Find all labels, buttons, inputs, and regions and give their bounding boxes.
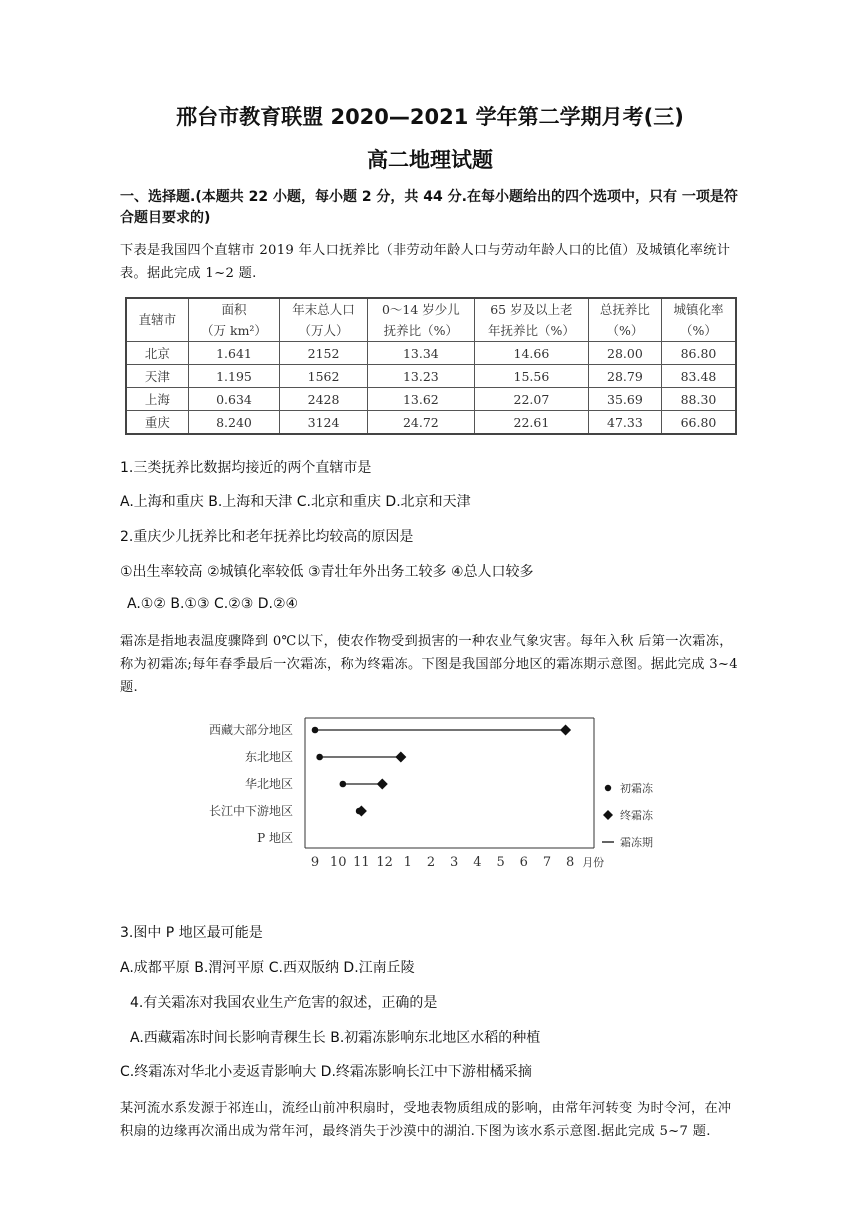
table-row <box>126 342 736 365</box>
table-cell: 88.30 <box>661 388 736 411</box>
chart-tick-label: 3 <box>450 855 459 870</box>
table-header-row <box>126 320 736 342</box>
chart-tick-label: 11 <box>353 855 370 870</box>
last-frost-point <box>356 806 367 817</box>
passage-3: 某河流水系发源于祁连山，流经山前冲积扇时，受地表物质组成的影响，由常年河转变 为时令河，在冲积扇的边缘再次涌出成为常年河，最终消失于沙漠中的湖泊.下图为该水系示意图.据此完成 5~7 题. <box>120 1101 732 1139</box>
question-4-stem: 4.有关霜冻对我国农业生产危害的叙述，正确的是 <box>130 995 438 1011</box>
table-cell: 14.66 <box>474 342 588 365</box>
legend-first-frost: 初霜冻 <box>620 782 653 795</box>
table-cell: 重庆 <box>126 411 188 435</box>
table-cell: 0.634 <box>188 388 280 411</box>
table-cell: 47.33 <box>588 411 661 435</box>
table-header-cell: 直辖市 <box>126 298 188 342</box>
chart-axes <box>305 718 594 848</box>
table-header-cell: 总抚养比 <box>588 298 661 320</box>
page-subtitle: 高二地理试题 <box>367 148 493 172</box>
question-2-options: A.①② B.①③ C.②③ D.②④ <box>127 596 299 612</box>
table-cell: 3124 <box>280 411 368 435</box>
chart-ticks <box>311 855 604 870</box>
chart-x-unit: 月份 <box>582 856 605 869</box>
table-cell: 28.00 <box>588 342 661 365</box>
table-header-cell: （万人） <box>280 320 368 342</box>
table-cell: 8.240 <box>188 411 280 435</box>
question-2-stem: 2.重庆少儿抚养比和老年抚养比均较高的原因是 <box>120 529 414 545</box>
section-heading: 一、选择题.(本题共 22 小题，每小题 2 分，共 44 分.在每小题给出的四个选项中，只有 一项是符合题目要求的) <box>120 189 738 226</box>
chart-marks <box>312 725 571 817</box>
passage-2: 霜冻是指地表温度骤降到 0℃以下，使农作物受到损害的一种农业气象灾害。每年入秋 后第一次霜冻，称为初霜冻;每年春季最后一次霜冻，称为终霜冻。下图是我国部分地区的霜冻期示意图。据此完成 3~4 题. <box>120 634 738 695</box>
table-header-row <box>126 298 736 320</box>
table-header-cell: 抚养比（%） <box>367 320 474 342</box>
question-4-options-cd: C.终霜冻对华北小麦返青影响大 D.终霜冻影响长江中下游柑橘采摘 <box>120 1064 532 1080</box>
table-header-cell: （%） <box>661 320 736 342</box>
table-cell: 上海 <box>126 388 188 411</box>
chart-category-label: 西藏大部分地区 <box>208 723 293 737</box>
chart-categories <box>209 722 293 845</box>
table-cell: 天津 <box>126 365 188 388</box>
legend-last-frost: 终霜冻 <box>620 809 653 822</box>
chart-tick-label: 2 <box>426 855 436 870</box>
chart-category-label: P 地区 <box>257 831 293 845</box>
last-frost-point <box>395 752 406 763</box>
chart-tick-label: 7 <box>542 855 552 870</box>
passage-1: 下表是我国四个直辖市 2019 年人口抚养比（非劳动年龄人口与劳动年龄人口的比值）及城镇化率统计表。据此完成 1~2 题. <box>120 243 731 281</box>
table-cell: 15.56 <box>474 365 588 388</box>
table-cell: 83.48 <box>661 365 736 388</box>
table-cell: 28.79 <box>588 365 661 388</box>
table-cell: 2152 <box>280 342 368 365</box>
table-header-cell: 年抚养比（%） <box>474 320 588 342</box>
question-3-stem: 3.图中 P 地区最可能是 <box>120 925 263 941</box>
table-cell: 66.80 <box>661 411 736 435</box>
question-3-options: A.成都平原 B.渭河平原 C.西双版纳 D.江南丘陵 <box>120 960 415 976</box>
table-cell: 13.23 <box>367 365 474 388</box>
first-frost-point <box>340 781 347 788</box>
chart-category-label: 长江中下游地区 <box>208 804 293 818</box>
table-cell: 24.72 <box>367 411 474 435</box>
question-1-stem: 1.三类抚养比数据均接近的两个直辖市是 <box>120 460 372 476</box>
table-cell: 13.62 <box>367 388 474 411</box>
table-cell: 22.61 <box>474 411 588 435</box>
chart-tick-label: 6 <box>519 855 528 870</box>
table-cell: 1562 <box>280 365 368 388</box>
chart-tick-label: 8 <box>566 855 575 870</box>
legend-dot-icon <box>605 785 611 791</box>
question-2-items: ①出生率较高 ②城镇化率较低 ③青壮年外出务工较多 ④总人口较多 <box>120 564 534 580</box>
first-frost-point <box>312 727 319 734</box>
table-header-cell: 0～14 岁少儿 <box>367 298 474 320</box>
table-cell: 22.07 <box>474 388 588 411</box>
legend-diamond-icon <box>603 810 613 820</box>
chart-category-label: 东北地区 <box>244 750 293 764</box>
chart-tick-label: 5 <box>496 855 505 870</box>
table-row <box>126 411 736 435</box>
chart-tick-label: 12 <box>376 855 393 870</box>
table-cell: 35.69 <box>588 388 661 411</box>
last-frost-point <box>560 725 571 736</box>
table-cell: 北京 <box>126 342 188 365</box>
chart-tick-label: 4 <box>473 855 482 870</box>
chart-tick-label: 9 <box>310 855 320 870</box>
table-header-cell: 65 岁及以上老 <box>474 298 588 320</box>
frost-chart <box>190 710 670 875</box>
table-header-cell: 面积 <box>188 298 280 320</box>
data-table <box>125 297 737 435</box>
table-cell: 86.80 <box>661 342 736 365</box>
table-header-cell: （万 km²） <box>188 320 280 342</box>
chart-tick-label: 10 <box>329 855 347 870</box>
chart-legend <box>602 781 654 849</box>
legend-frost-period: 霜冻期 <box>620 836 653 849</box>
table-cell: 1.195 <box>188 365 280 388</box>
last-frost-point <box>377 779 388 790</box>
question-4-options-ab: A.西藏霜冻时间长影响青稞生长 B.初霜冻影响东北地区水稻的种植 <box>130 1030 541 1046</box>
page-title: 邢台市教育联盟 2020—2021 学年第二学期月考(三) <box>176 105 684 129</box>
table-header-cell: 年末总人口 <box>280 298 368 320</box>
table-row <box>126 388 736 411</box>
table-cell: 2428 <box>280 388 368 411</box>
table-header-cell: 城镇化率 <box>661 298 736 320</box>
question-1-options: A.上海和重庆 B.上海和天津 C.北京和重庆 D.北京和天津 <box>120 494 471 510</box>
chart-category-label: 华北地区 <box>244 777 293 791</box>
table-cell: 13.34 <box>367 342 474 365</box>
table-row <box>126 365 736 388</box>
first-frost-point <box>316 754 323 761</box>
table-header-cell: （%） <box>588 320 661 342</box>
table-cell: 1.641 <box>188 342 280 365</box>
chart-tick-label: 1 <box>403 855 412 870</box>
